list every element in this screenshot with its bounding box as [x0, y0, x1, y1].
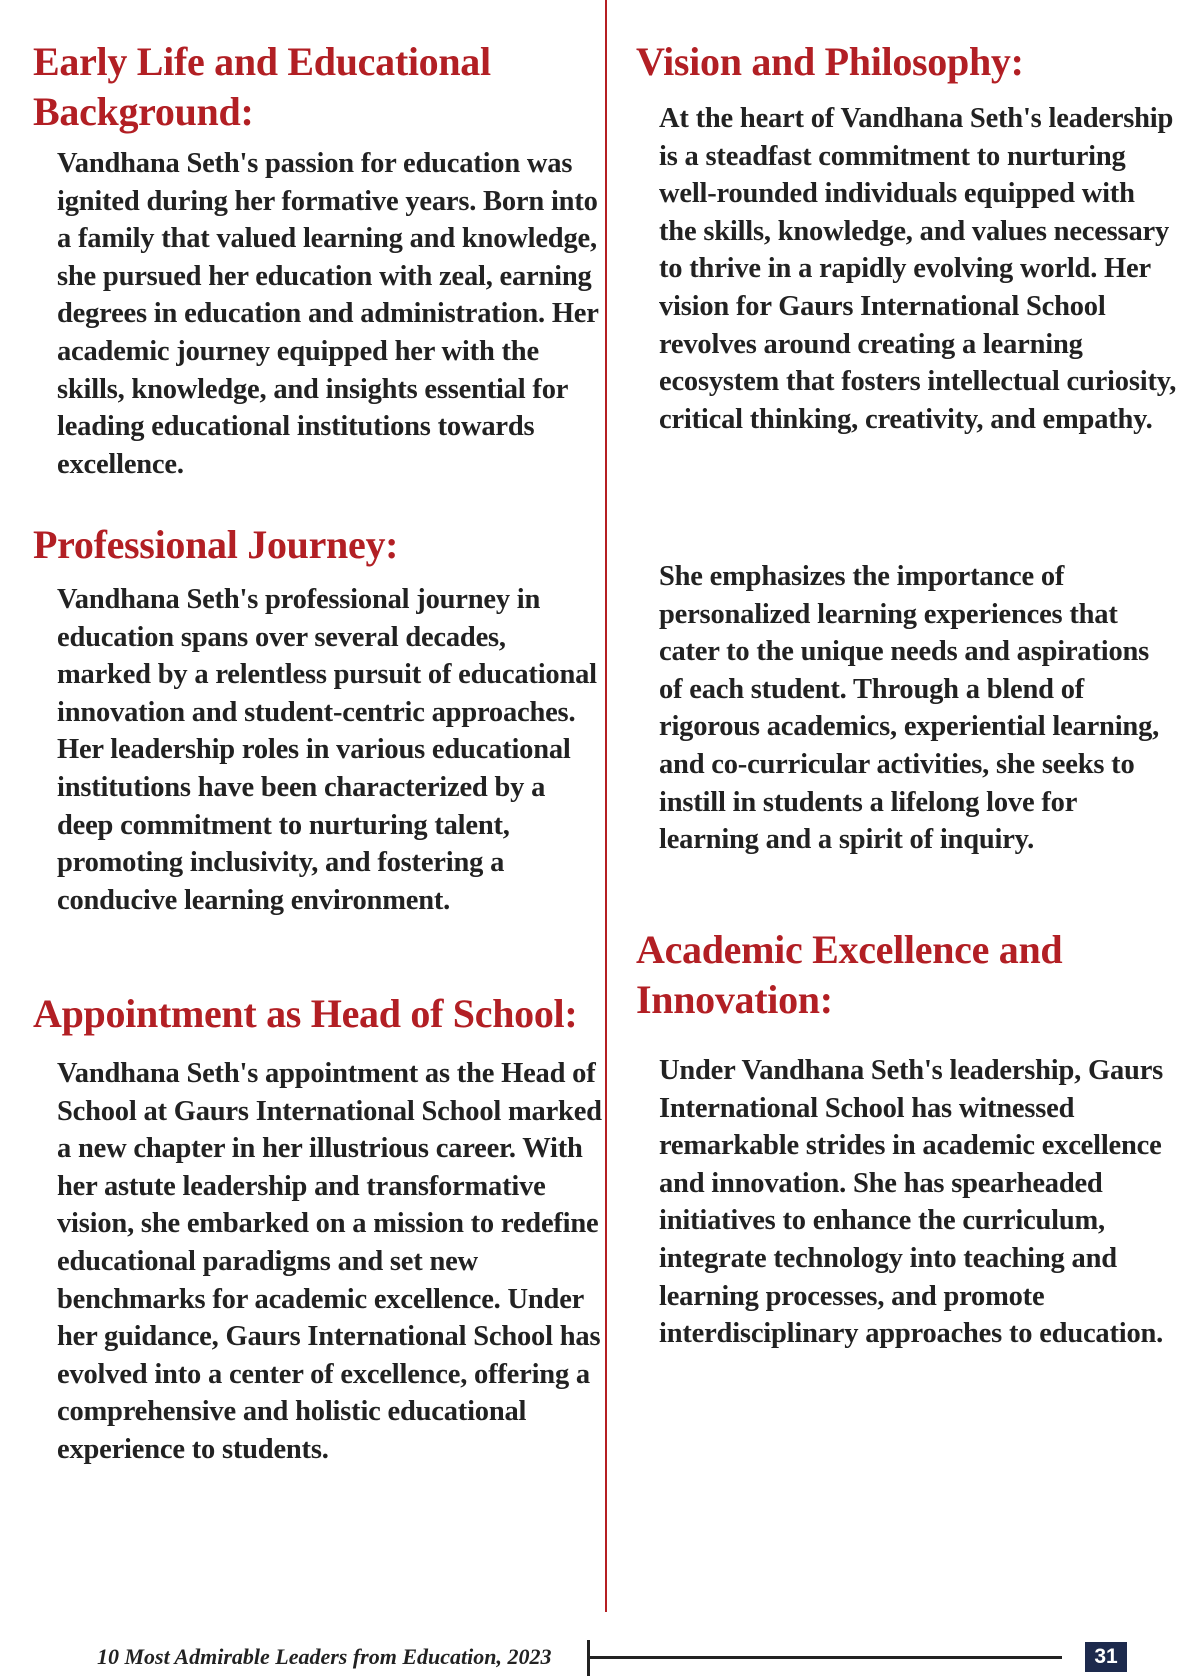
section-heading-early-life — [33, 37, 603, 137]
column-divider — [605, 0, 607, 1612]
page-footer — [0, 1640, 1188, 1680]
heading-line: Academic Excellence and — [636, 927, 1063, 972]
heading-line: Innovation: — [636, 977, 833, 1022]
page-number: 31 — [1085, 1642, 1127, 1672]
section-body-vision-para1: At the heart of Vandhana Seth's leadership is a steadfast commitment to nurturing well-rounded individuals equipped with the skills, knowledge, and values necessary to thrive in a rapidly evolving world. Her vision for Gaurs International School revolves around creating a learning ecosystem that fosters intellectual curiosity, critical thinking, creativity, and empathy. — [659, 103, 1177, 435]
publication-title: 10 Most Admirable Leaders from Education, 2023 — [97, 1644, 552, 1669]
section-heading-vision: Vision and Philosophy: — [636, 39, 1024, 84]
section-body-early-life: Vandhana Seth's passion for education was ignited during her formative years. Born into a family that valued learning and knowledge, she pursued her education with zeal, earning degrees in education and administration. Her academic journey equipped her with the skills, knowledge, and insights essential for leading educational institutions towards excellence. — [57, 148, 599, 480]
heading-line: Background: — [33, 89, 254, 134]
section-heading-professional-journey: Professional Journey: — [33, 522, 399, 567]
section-heading-appointment: Appointment as Head of School: — [33, 991, 578, 1036]
section-body-vision-para2: She emphasizes the importance of personalized learning experiences that cater to the unique needs and aspirations of each student. Through a blend of rigorous academics, experiential learning, and co-curricular activities, she seeks to instill in students a lifelong love for learning and a spirit of inquiry. — [659, 561, 1160, 856]
section-body-academic-excellence: Under Vandhana Seth's leadership, Gaurs International School has witnessed remarkable strides in academic excellence and innovation. She has spearheaded initiatives to enhance the curriculum, integrate technology into teaching and learning processes, and promote interdisciplinary approaches to education. — [659, 1055, 1164, 1350]
heading-line: Early Life and Educational — [33, 39, 491, 84]
footer-rule — [588, 1656, 1062, 1659]
section-body-appointment: Vandhana Seth's appointment as the Head of School at Gaurs International School marked a new chapter in her illustrious career. With her astute leadership and transformative vision, she embarked on a mission to redefine educational paradigms and set new benchmarks for academic excellence. Under her guidance, Gaurs International School has evolved into a center of excellence, offering a comprehensive and holistic educational experience to students. — [57, 1058, 602, 1465]
section-body-professional-journey: Vandhana Seth's professional journey in education spans over several decades, marked by a relentless pursuit of educational innovation and student-centric approaches. Her leadership roles in various educational institutions have been characterized by a deep commitment to nurturing talent, promoting inclusivity, and fostering a conducive learning environment. — [57, 584, 597, 916]
section-heading-academic-excellence — [636, 925, 1176, 1025]
